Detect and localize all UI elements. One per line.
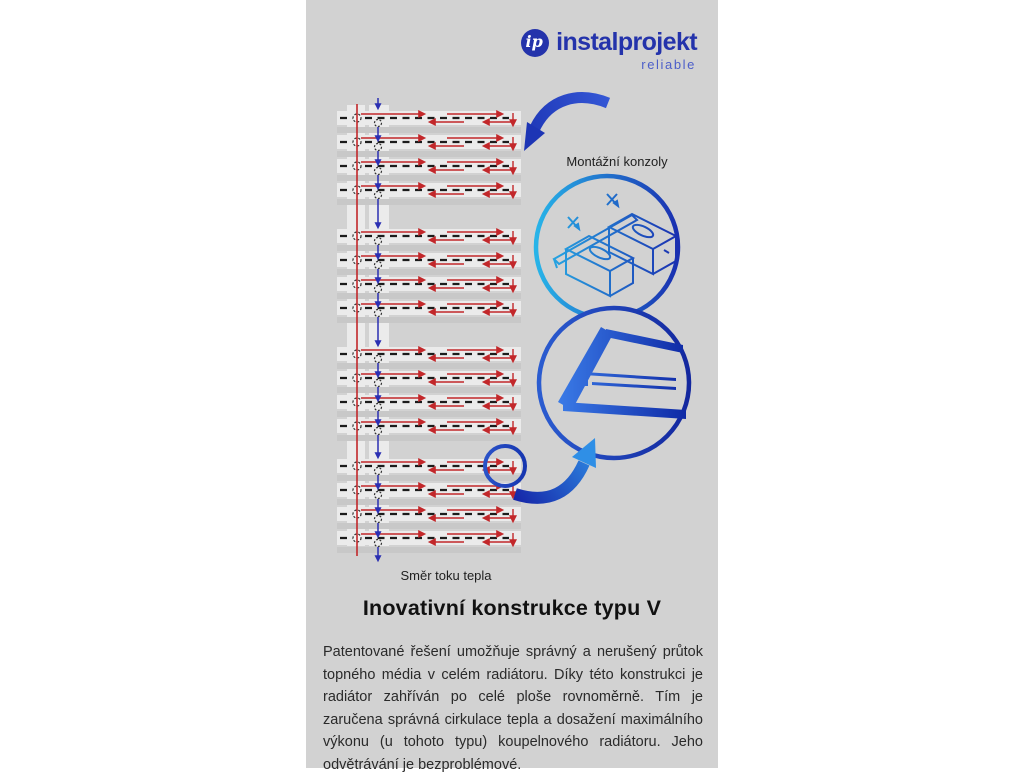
- bracket-callout-arrow: [524, 98, 608, 151]
- mounting-bracket-icon: [554, 194, 676, 296]
- bracket-callout-label: Montážní konzoly: [566, 154, 668, 169]
- flow-direction-label: Směr toku tepla: [400, 568, 492, 583]
- logo-wordmark: instalprojekt: [556, 28, 697, 56]
- logo-monogram-icon: [521, 29, 549, 57]
- logo-tagline: reliable: [641, 57, 696, 72]
- mounting-brackets-detail: [536, 176, 678, 318]
- logo-monogram-text: ip: [525, 31, 543, 51]
- brand-logo: [521, 28, 697, 57]
- infographic-card: [306, 0, 718, 773]
- description-paragraph: Patentované řešení umožňuje správný a nerušený průtok topného média v celém radiátoru. Díky této konstrukci je radiátor zahříván po celé ploše rovnoměrně. Tím je zaručena správná cirkulace tepla a dosažení maximálního výkonu (u tohoto typu) koupelnového radiátoru. Jeho odvětrávání je bezproblémové.: [323, 644, 703, 773]
- v-profile-detail: [539, 308, 689, 458]
- section-heading: Inovativní konstrukce typu V: [362, 596, 662, 620]
